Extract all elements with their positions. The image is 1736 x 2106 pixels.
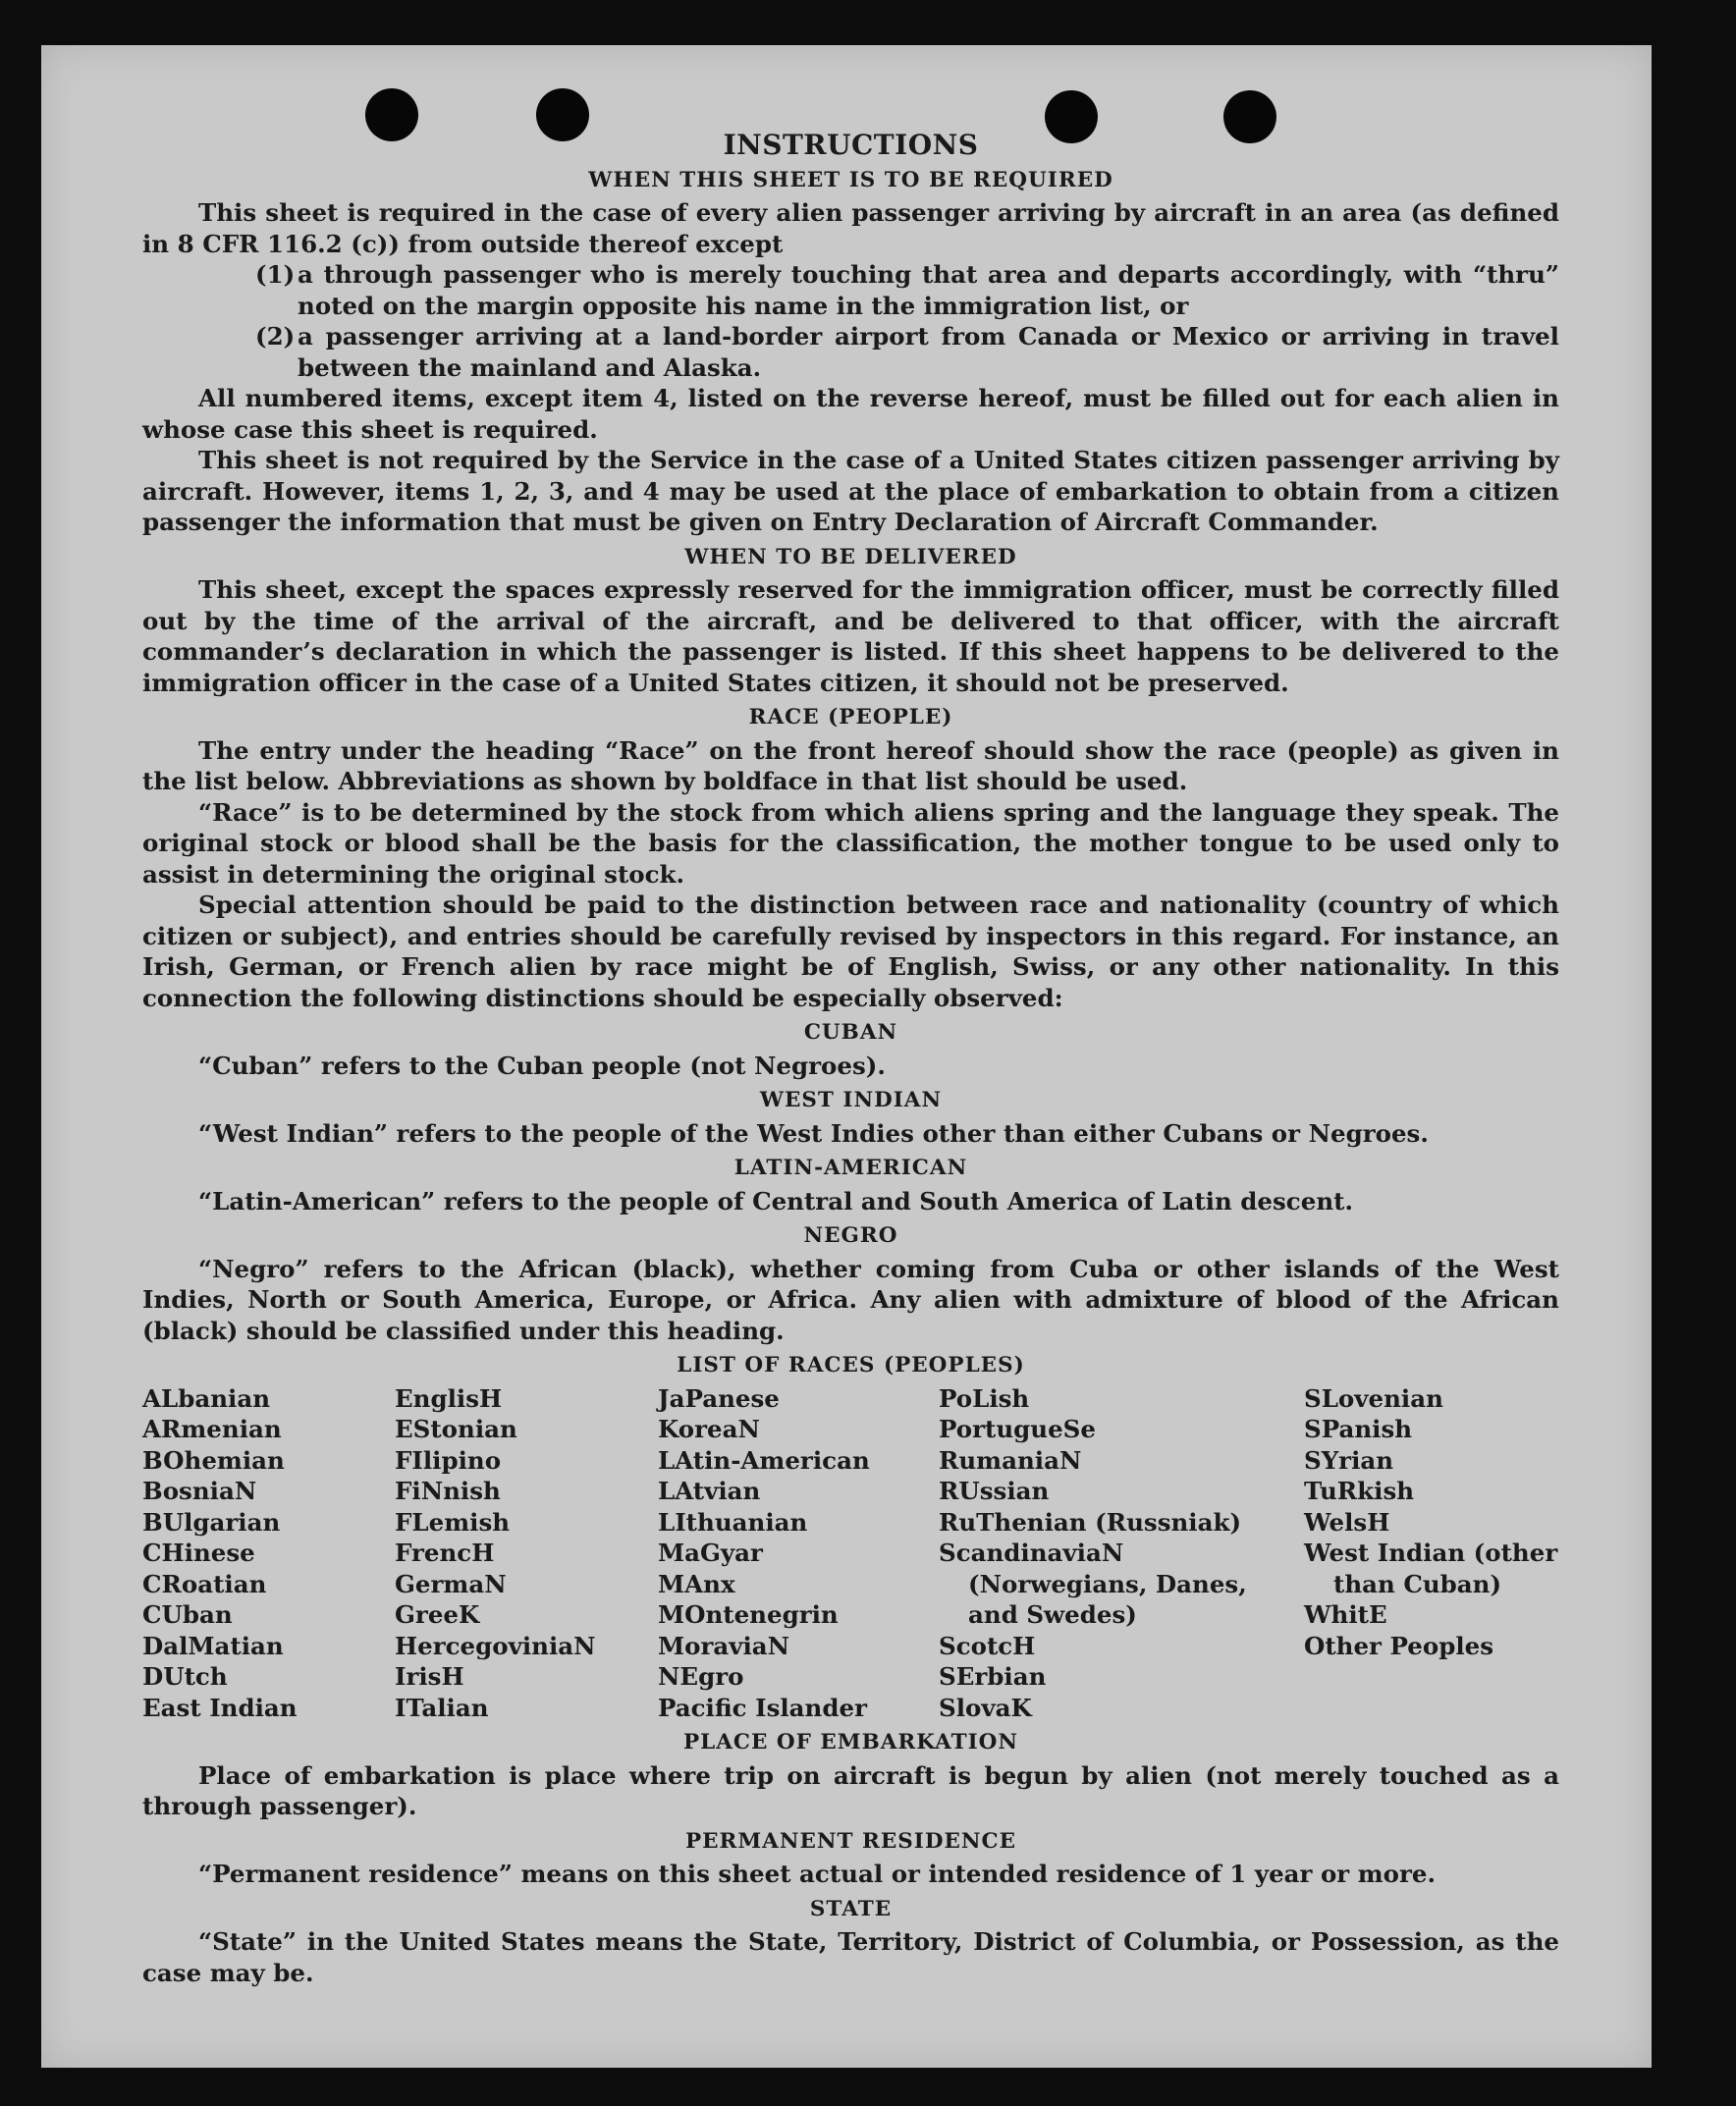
section-heading: LIST OF RACES (PEOPLES) <box>677 1353 1025 1377</box>
race-entry: GreeK <box>395 1600 480 1629</box>
race-entry: FiNnish <box>395 1477 501 1505</box>
race-entry: West Indian (other than Cuban) <box>1304 1539 1558 1598</box>
race-column <box>395 1383 658 1724</box>
paragraph: Special attention should be paid to the distinction between race and nationality (country of which citizen or subject), and entries should be carefully revised by inspectors in this regard. For instance, an Irish, German, or French alien by race might be of English, Swiss, or any other nationality. In this connection the following distinctions should be especially observed: <box>142 891 1559 1012</box>
race-entry: KoreaN <box>658 1415 760 1443</box>
page-title: INSTRUCTIONS <box>723 129 979 161</box>
race-entry: LIthuanian <box>658 1507 808 1537</box>
section-heading: NEGRO <box>803 1223 898 1248</box>
item-number: (2) <box>255 322 296 351</box>
paragraph: This sheet is required in the case of every alien passenger arriving by aircraft in an area (as defined in 8 CFR 116.2 (c)) from outside thereof except <box>142 198 1559 258</box>
race-entry: EnglisH <box>395 1383 503 1413</box>
paragraph: “Race” is to be determined by the stock from which aliens spring and the language they speak. The original stock or blood shall be the basis for the classification, the mother tongue to be used only to assist in determining the original stock. <box>142 797 1559 889</box>
race-entry: FLemish <box>395 1507 511 1537</box>
race-entry: TuRkish <box>1304 1477 1415 1505</box>
race-entry: FrencH <box>395 1539 495 1567</box>
race-entry: ITalian <box>395 1693 489 1722</box>
race-entry: SPanish <box>1304 1415 1413 1443</box>
section-heading: CUBAN <box>803 1020 898 1045</box>
race-entry: HercegoviniaN <box>395 1631 596 1660</box>
paragraph: “Permanent residence” means on this sheet actual or intended residence of 1 year or more. <box>198 1860 1437 1888</box>
race-entry: MAnx <box>658 1569 735 1598</box>
race-entry: NEgro <box>658 1662 744 1691</box>
paragraph: “Negro” refers to the African (black), whether coming from Cuba or other islands of the West Indies, North or South America, Europe, or Africa. Any alien with admixture of blood of the African (black) should be classified under this heading. <box>142 1254 1559 1345</box>
race-entry: BUlgarian <box>142 1507 281 1537</box>
race-entry: LAtvian <box>658 1477 761 1505</box>
section-heading: STATE <box>809 1896 893 1921</box>
race-entry: SErbian <box>939 1662 1047 1691</box>
race-entry: MoraviaN <box>658 1631 790 1660</box>
race-list <box>142 1383 1559 1724</box>
race-entry: IrisH <box>395 1662 464 1691</box>
race-entry: ScandinaviaN (Norwegians, Danes, and Swedes) <box>939 1539 1247 1629</box>
paragraph: “West Indian” refers to the people of the West Indies other than either Cubans or Negroes. <box>198 1118 1429 1148</box>
race-column <box>1304 1383 1559 1724</box>
race-entry: MaGyar <box>658 1539 763 1567</box>
race-column <box>142 1383 395 1724</box>
race-entry: SYrian <box>1304 1445 1394 1475</box>
paragraph: “Latin-American” refers to the people of Central and South America of Latin descent. <box>198 1186 1353 1215</box>
race-entry: BosniaN <box>142 1477 257 1505</box>
race-entry: Pacific Islander <box>658 1693 867 1722</box>
race-entry: RUssian <box>939 1477 1050 1505</box>
section-heading: PLACE OF EMBARKATION <box>682 1730 1019 1755</box>
section-heading: PERMANENT RESIDENCE <box>684 1828 1017 1854</box>
race-entry: PoLish <box>939 1383 1030 1413</box>
race-entry: ALbanian <box>142 1383 271 1413</box>
item-text: a through passenger who is merely touching that area and departs accordingly, with “thru” noted on the margin opposite his name in the immigration list, or <box>298 260 1559 320</box>
race-column <box>939 1383 1304 1724</box>
race-entry: WelsH <box>1304 1507 1390 1537</box>
race-entry: CRoatian <box>142 1569 267 1598</box>
race-entry: RumaniaN <box>939 1445 1082 1475</box>
race-entry: ScotcH <box>939 1631 1036 1660</box>
paragraph: “Cuban” refers to the Cuban people (not Negroes). <box>198 1051 886 1080</box>
race-entry: DUtch <box>142 1662 228 1691</box>
paragraph: “State” in the United States means the State, Territory, District of Columbia, or Possession, as the case may be. <box>142 1927 1559 1987</box>
race-entry: WhitE <box>1304 1600 1387 1629</box>
numbered-item <box>255 321 1559 383</box>
race-entry: BOhemian <box>142 1445 285 1475</box>
item-number: (1) <box>255 260 296 289</box>
section-heading: LATIN-AMERICAN <box>733 1156 968 1180</box>
item-text: a passenger arriving at a land-border airport from Canada or Mexico or arriving in travel between the mainland and Alaska. <box>298 322 1559 382</box>
instructions-content <box>142 130 1559 1988</box>
document-page <box>41 45 1652 2068</box>
section-heading: WHEN THIS SHEET IS TO BE REQUIRED <box>588 167 1113 192</box>
paragraph: Place of embarkation is place where trip on aircraft is begun by alien (not merely touched as a through passenger). <box>142 1760 1559 1820</box>
race-entry: FIlipino <box>395 1445 502 1475</box>
section-heading: WEST INDIAN <box>759 1088 943 1112</box>
race-entry: ARmenian <box>142 1415 282 1443</box>
race-entry: SlovaK <box>939 1693 1032 1722</box>
race-entry: EStonian <box>395 1415 517 1443</box>
race-column <box>658 1383 939 1724</box>
race-entry: LAtin-American <box>658 1445 870 1475</box>
race-entry: JaPanese <box>658 1383 780 1413</box>
race-entry: DalMatian <box>142 1631 284 1660</box>
section-heading: RACE (PEOPLE) <box>748 705 953 729</box>
race-entry: RuThenian (Russniak) <box>939 1507 1242 1537</box>
paragraph: This sheet is not required by the Service in the case of a United States citizen passenger arriving by aircraft. However, items 1, 2, 3, and 4 may be used at the place of embarkation to obtain from a citizen passenger the information that must be given on Entry Declaration of Aircraft Commander. <box>142 446 1559 536</box>
race-entry: CHinese <box>142 1539 255 1567</box>
numbered-item <box>255 259 1559 321</box>
race-entry: East Indian <box>142 1693 298 1722</box>
race-entry: GermaN <box>395 1569 507 1598</box>
section-heading: WHEN TO BE DELIVERED <box>684 544 1017 569</box>
race-entry: CUban <box>142 1600 233 1629</box>
race-entry: PortugueSe <box>939 1415 1096 1443</box>
race-entry: MOntenegrin <box>658 1600 839 1629</box>
paragraph: All numbered items, except item 4, listed on the reverse hereof, must be filled out for each alien in whose case this sheet is required. <box>142 384 1559 444</box>
race-entry: SLovenian <box>1304 1383 1443 1413</box>
race-entry: Other Peoples <box>1304 1631 1494 1660</box>
paragraph: This sheet, except the spaces expressly reserved for the immigration officer, must be correctly filled out by the time of the arrival of the aircraft, and be delivered to that officer, with the aircraft commander’s declaration in which the passenger is listed. If this sheet happens to be delivered to the immigration officer in the case of a United States citizen, it should not be preserved. <box>142 575 1559 697</box>
paragraph: The entry under the heading “Race” on the front hereof should show the race (people) as given in the list below. Abbreviations as shown by boldface in that list should be used. <box>142 735 1559 795</box>
